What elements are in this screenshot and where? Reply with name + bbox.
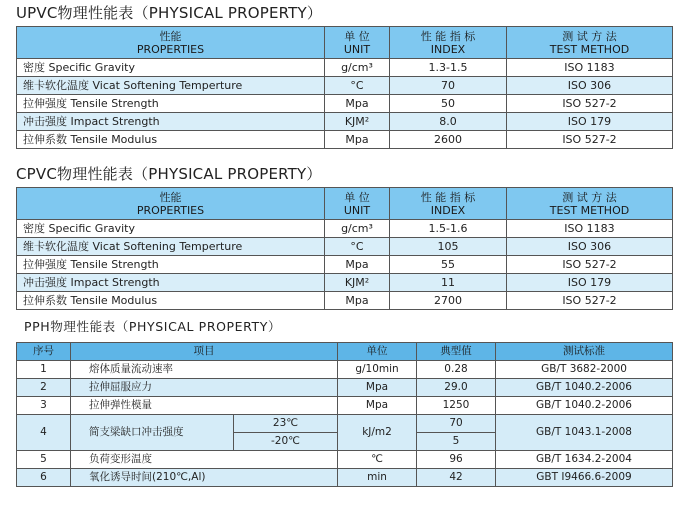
header-properties: 性能 PROPERTIES bbox=[17, 27, 325, 59]
table-row: 维卡软化温度 Vicat Softening Temperture °C 70 ISO 306 bbox=[17, 77, 673, 95]
table-row: 3 拉伸弹性模量 Mpa 1250 GB/T 1040.2-2006 bbox=[17, 397, 673, 415]
header-unit: 单 位 UNIT bbox=[325, 188, 390, 220]
header-standard: 测试标准 bbox=[496, 343, 673, 361]
table-row: 拉伸系数 Tensile Modulus Mpa 2700 ISO 527-2 bbox=[17, 292, 673, 310]
header-typical: 典型值 bbox=[417, 343, 496, 361]
table-row: 4 简支梁缺口冲击强度 23℃ kJ/m2 70 GB/T 1043.1-2008 bbox=[17, 415, 673, 433]
header-no: 序号 bbox=[17, 343, 71, 361]
table-row: -20℃ 5 bbox=[17, 433, 673, 451]
table-row: 冲击强度 Impact Strength KJM² 11 ISO 179 bbox=[17, 274, 673, 292]
header-unit: 单位 bbox=[338, 343, 417, 361]
table-row: 拉伸强度 Tensile Strength Mpa 50 ISO 527-2 bbox=[17, 95, 673, 113]
cpvc-title: CPVC物理性能表（PHYSICAL PROPERTY） bbox=[16, 165, 322, 183]
table-row: 拉伸强度 Tensile Strength Mpa 55 ISO 527-2 bbox=[17, 256, 673, 274]
table-row: 维卡软化温度 Vicat Softening Temperture °C 105 ISO 306 bbox=[17, 238, 673, 256]
header-index: 性 能 指 标 INDEX bbox=[390, 188, 507, 220]
table-row: 5 负荷变形温度 ℃ 96 GB/T 1634.2-2004 bbox=[17, 451, 673, 469]
table-row: 1 熔体质量流动速率 g/10min 0.28 GB/T 3682-2000 bbox=[17, 361, 673, 379]
upvc-header-row bbox=[17, 27, 673, 59]
table-row: 拉伸系数 Tensile Modulus Mpa 2600 ISO 527-2 bbox=[17, 131, 673, 149]
pph-title: PPH物理性能表（PHYSICAL PROPERTY） bbox=[24, 319, 282, 334]
pph-table bbox=[16, 342, 673, 487]
header-index: 性 能 指 标 INDEX bbox=[390, 27, 507, 59]
table-row: 冲击强度 Impact Strength KJM² 8.0 ISO 179 bbox=[17, 113, 673, 131]
table-row: 密度 Specific Gravity g/cm³ 1.5-1.6 ISO 1183 bbox=[17, 220, 673, 238]
temp-cell: -20℃ bbox=[234, 433, 338, 451]
cpvc-table bbox=[16, 187, 673, 310]
table-row: 2 拉伸屈服应力 Mpa 29.0 GB/T 1040.2-2006 bbox=[17, 379, 673, 397]
header-item: 项目 bbox=[71, 343, 338, 361]
header-unit: 单 位 UNIT bbox=[325, 27, 390, 59]
header-properties: 性能 PROPERTIES bbox=[17, 188, 325, 220]
upvc-table bbox=[16, 26, 673, 149]
upvc-title: UPVC物理性能表（PHYSICAL PROPERTY） bbox=[16, 4, 323, 22]
table-row: 密度 Specific Gravity g/cm³ 1.3-1.5 ISO 1183 bbox=[17, 59, 673, 77]
header-test-method: 测 试 方 法 TEST METHOD bbox=[507, 188, 673, 220]
cpvc-header-row bbox=[17, 188, 673, 220]
pph-header-row bbox=[17, 343, 673, 361]
temp-cell: 23℃ bbox=[234, 415, 338, 433]
table-row: 6 氧化诱导时间(210℃,Al) min 42 GBT I9466.6-2009 bbox=[17, 469, 673, 487]
header-test-method: 测 试 方 法 TEST METHOD bbox=[507, 27, 673, 59]
